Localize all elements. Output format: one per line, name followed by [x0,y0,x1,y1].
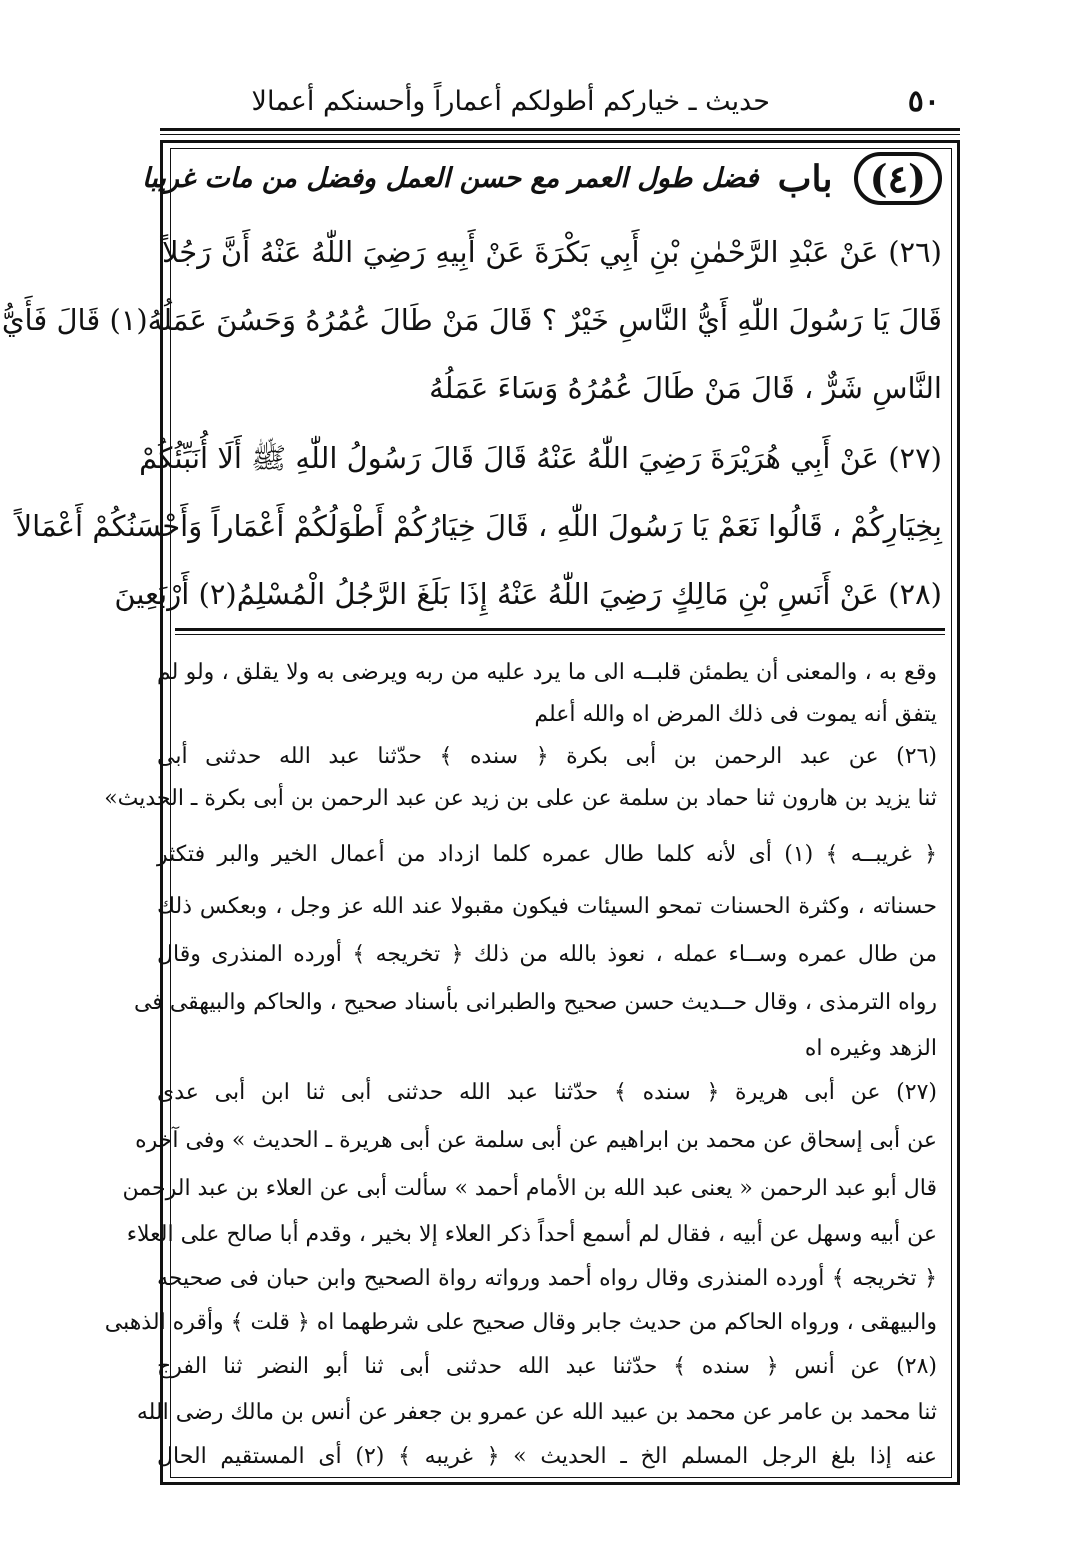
header-rule-top [160,128,960,131]
commentary-line: (٢٦) عن عبد الرحمن بن أبى بكرة ﴿ سنده ﴾ حدّثنا عبد الله حدثنى أبى [157,744,937,769]
commentary-line: ثنا محمد بن عامر عن محمد بن عبيد الله عن عمرو بن جعفر عن أنس بن مالك رضى الله [136,1400,937,1425]
hadith-line: بِخِيَارِكُمْ ، قَالُوا نَعَمْ يَا رَسُولَ اللّٰهِ ، قَالَ خِيَارُكُمْ أَطْوَلُكُمْ أَعْمَاراً وَأَحْسَنُكُمْ أَعْمَالاً [15,509,942,543]
page-number: ٥٠ [907,84,940,119]
hadith-line: قَالَ يَا رَسُولَ اللّٰهِ أَيُّ النَّاسِ خَيْرٌ ؟ قَالَ مَنْ طَالَ عُمُرُهُ وَحَسُنَ عَمَلُهُ(١) قَالَ فَأَيُّ [1,303,942,337]
hadith-line: (٢٧) عَنْ أَبِي هُرَيْرَةَ رَضِيَ اللّٰهُ عَنْهُ قَالَ قَالَ رَسُولُ اللّٰهِ ﷺ أَلَا أُنَبِّئُكُمْ [139,441,942,475]
commentary-line: عن أبيه وسهل عن أبيه ، فقال لم أسمع أحداً ذكر العلاء إلا بخير ، وقدم أبا صالح على العلاء [126,1222,937,1247]
commentary-line: قال أبو عبد الرحمن « يعنى عبد الله بن الأمام أحمد » سألت أبى عن العلاء بن عبد الرحمن [122,1176,937,1201]
hadith-line: (٢٨) عَنْ أَنَسِ بْنِ مَالِكٍ رَضِيَ اللّٰهُ عَنْهُ إِذَا بَلَغَ الرَّجُلُ الْمُسْلِمُ(٢) أَرْبَعِينَ [114,577,942,611]
running-header [251,78,940,128]
commentary-line: ثنا يزيد بن هارون ثنا حماد بن سلمة عن على بن زيد عن عبد الرحمن بن أبى بكرة ـ الحديث» [104,786,937,811]
commentary-line: عنه إذا بلغ الرجل المسلم الخ ـ الحديث » ﴿ غريبه ﴾ (٢) أى المستقيم الحال [157,1444,937,1469]
commentary-line: ﴿ غريبــه ﴾ (١) أى لأنه كلما طال عمره كلما ازداد من أعمال الخير والبر فتكثر [157,842,938,867]
commentary-divider-top [175,628,945,631]
running-title: حديث ـ خياركم أطولكم أعماراً وأحسنكم أعمالا [251,86,770,117]
header-rule-bottom [160,134,960,135]
hadith-line: (٢٦) عَنْ عَبْدِ الرَّحْمٰنِ بْنِ أَبِي بَكْرَةَ عَنْ أَبِيهِ رَضِيَ اللّٰهُ عَنْهُ أَنَّ رَجُلاً [162,235,942,269]
commentary-line: ﴿ تخريجه ﴾ أورده المنذرى وقال رواه أحمد ورواته رواة الصحيح وابن حبان فى صحيحه [157,1266,937,1291]
commentary-line: الزهد وغيره اه [804,1036,937,1061]
commentary-line: حسناته ، وكثرة الحسنات تمحو السيئات فيكون مقبولا عند الله عز وجل ، وبعكس ذلك [157,894,937,919]
commentary-line: والبيهقى ، ورواه الحاكم من حديث جابر وقال صحيح على شرطهما اه ﴿ قلت ﴾ وأقره الذهبى [104,1310,937,1335]
chapter-heading [142,152,942,212]
commentary-line: عن أبى إسحاق عن محمد بن ابراهيم عن أبى سلمة عن أبى هريرة ـ الحديث » وفى آخره [135,1128,937,1153]
commentary-line: (٢٧) عن أبى هريرة ﴿ سنده ﴾ حدّثنا عبد الله حدثنى أبى ثنا ابن أبى عدى [157,1080,937,1105]
chapter-number: (٤) [854,152,942,205]
commentary-line: رواه الترمذى ، وقال حــديث حسن صحيح والطبرانى بأسناد صحيح ، والحاكم والبيهقى فى [133,990,937,1015]
commentary-line: يتفق أنه يموت فى ذلك المرض اه والله أعلم [534,702,937,727]
commentary-divider-bottom [175,634,945,635]
chapter-title: فضل طول العمر مع حسن العمل وفضل من مات غريبا [142,163,759,194]
hadith-line: النَّاسِ شَرٌّ ، قَالَ مَنْ طَالَ عُمُرُهُ وَسَاءَ عَمَلُهُ [429,371,942,405]
chapter-bab-word: باب [777,157,833,200]
commentary-line: من طال عمره وســاء عمله ، نعوذ بالله من ذلك ﴿ تخريجه ﴾ أورده المنذرى وقال [157,942,937,967]
commentary-line: وقع به ، والمعنى أن يطمئن قلبــه الى ما يرد عليه من ربه ويرضى به ولا يقلق ، ولو لم [157,660,937,685]
commentary-line: (٢٨) عن أنس ﴿ سنده ﴾ حدّثنا عبد الله حدثنى أبى ثنا أبو النضر ثنا الفرج [157,1354,937,1379]
